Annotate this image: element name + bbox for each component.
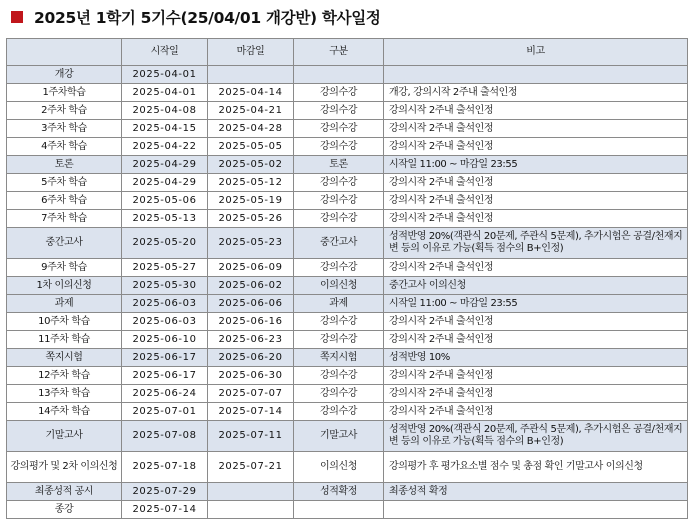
page-title: 2025년 1학기 5기수(25/04/01 개강반) 학사일정 — [34, 9, 381, 27]
row-start-date-cell: 2025-05-06 — [122, 192, 208, 210]
row-start-date-cell: 2025-07-14 — [122, 501, 208, 519]
row-name-cell: 14주차 학습 — [7, 403, 122, 421]
row-start-date-cell: 2025-07-08 — [122, 421, 208, 452]
table-header-row — [7, 39, 688, 66]
row-end-date-cell: 2025-05-26 — [208, 210, 294, 228]
row-start-date-cell: 2025-04-29 — [122, 174, 208, 192]
row-start-date-cell: 2025-06-17 — [122, 367, 208, 385]
row-end-date-cell — [208, 66, 294, 84]
row-note-cell: 성적반영 20%(객관식 20문제, 주관식 5문제), 추가시험은 공결/천재지변 등의 이유로 가능(획득 점수의 B+인정) — [384, 228, 688, 259]
header-note: 비고 — [384, 39, 688, 66]
row-note-cell: 개강, 강의시작 2주내 출석인정 — [384, 84, 688, 102]
row-type-cell: 성적확정 — [294, 483, 384, 501]
row-start-date-cell: 2025-06-10 — [122, 331, 208, 349]
row-note-cell: 최종성적 확정 — [384, 483, 688, 501]
row-end-date-cell: 2025-06-02 — [208, 277, 294, 295]
row-type-cell: 강의수강 — [294, 385, 384, 403]
row-note-cell: 성적반영 10% — [384, 349, 688, 367]
table-row — [7, 367, 688, 385]
table-row — [7, 452, 688, 483]
table-row — [7, 210, 688, 228]
table-row — [7, 84, 688, 102]
row-note-cell: 강의시작 2주내 출석인정 — [384, 174, 688, 192]
row-name-cell: 과제 — [7, 295, 122, 313]
row-end-date-cell: 2025-06-20 — [208, 349, 294, 367]
row-note-cell: 강의시작 2주내 출석인정 — [384, 192, 688, 210]
row-end-date-cell: 2025-07-11 — [208, 421, 294, 452]
row-start-date-cell: 2025-06-17 — [122, 349, 208, 367]
row-start-date-cell: 2025-06-03 — [122, 295, 208, 313]
table-row — [7, 259, 688, 277]
row-start-date-cell: 2025-04-01 — [122, 84, 208, 102]
row-note-cell — [384, 501, 688, 519]
row-note-cell: 시작일 11:00 ~ 마감일 23:55 — [384, 156, 688, 174]
row-end-date-cell: 2025-05-02 — [208, 156, 294, 174]
row-type-cell: 이의신청 — [294, 452, 384, 483]
row-start-date-cell: 2025-05-27 — [122, 259, 208, 277]
header-type: 구분 — [294, 39, 384, 66]
row-name-cell: 기말고사 — [7, 421, 122, 452]
row-name-cell: 중간고사 — [7, 228, 122, 259]
row-name-cell: 1차 이의신청 — [7, 277, 122, 295]
schedule-table — [6, 38, 688, 519]
row-start-date-cell: 2025-04-15 — [122, 120, 208, 138]
row-end-date-cell — [208, 483, 294, 501]
row-type-cell: 강의수강 — [294, 174, 384, 192]
row-name-cell: 7주차 학습 — [7, 210, 122, 228]
title-bullet-icon — [11, 11, 23, 23]
row-start-date-cell: 2025-04-29 — [122, 156, 208, 174]
row-note-cell: 중간고사 이의신청 — [384, 277, 688, 295]
row-name-cell: 최종성적 공시 — [7, 483, 122, 501]
row-start-date-cell: 2025-06-03 — [122, 313, 208, 331]
row-type-cell: 과제 — [294, 295, 384, 313]
row-type-cell: 쪽지시험 — [294, 349, 384, 367]
row-name-cell: 11주차 학습 — [7, 331, 122, 349]
row-type-cell: 강의수강 — [294, 403, 384, 421]
row-note-cell: 강의시작 2주내 출석인정 — [384, 210, 688, 228]
title-row — [11, 6, 381, 28]
header-item — [7, 39, 122, 66]
row-type-cell: 이의신청 — [294, 277, 384, 295]
row-end-date-cell: 2025-05-05 — [208, 138, 294, 156]
row-start-date-cell: 2025-05-13 — [122, 210, 208, 228]
table-row — [7, 385, 688, 403]
row-note-cell: 시작일 11:00 ~ 마감일 23:55 — [384, 295, 688, 313]
row-name-cell: 토론 — [7, 156, 122, 174]
row-start-date-cell: 2025-05-20 — [122, 228, 208, 259]
row-note-cell: 강의시작 2주내 출석인정 — [384, 102, 688, 120]
row-start-date-cell: 2025-07-01 — [122, 403, 208, 421]
table-row — [7, 483, 688, 501]
row-end-date-cell: 2025-06-09 — [208, 259, 294, 277]
row-name-cell: 1주차학습 — [7, 84, 122, 102]
row-type-cell: 중간고사 — [294, 228, 384, 259]
table-row — [7, 228, 688, 259]
row-end-date-cell: 2025-07-07 — [208, 385, 294, 403]
row-type-cell: 강의수강 — [294, 102, 384, 120]
row-note-cell: 강의시작 2주내 출석인정 — [384, 331, 688, 349]
row-name-cell: 강의평가 및 2차 이의신청 — [7, 452, 122, 483]
row-type-cell: 강의수강 — [294, 259, 384, 277]
row-note-cell — [384, 66, 688, 84]
row-name-cell: 2주차 학습 — [7, 102, 122, 120]
table-row — [7, 120, 688, 138]
row-end-date-cell: 2025-07-14 — [208, 403, 294, 421]
row-name-cell: 5주차 학습 — [7, 174, 122, 192]
row-name-cell: 13주차 학습 — [7, 385, 122, 403]
row-end-date-cell: 2025-05-19 — [208, 192, 294, 210]
row-name-cell: 9주차 학습 — [7, 259, 122, 277]
row-end-date-cell: 2025-06-23 — [208, 331, 294, 349]
row-type-cell: 기말고사 — [294, 421, 384, 452]
row-start-date-cell: 2025-05-30 — [122, 277, 208, 295]
row-note-cell: 강의시작 2주내 출석인정 — [384, 138, 688, 156]
row-end-date-cell: 2025-05-12 — [208, 174, 294, 192]
row-type-cell: 강의수강 — [294, 120, 384, 138]
row-end-date-cell: 2025-04-21 — [208, 102, 294, 120]
row-type-cell: 토론 — [294, 156, 384, 174]
row-end-date-cell: 2025-05-23 — [208, 228, 294, 259]
row-start-date-cell: 2025-07-29 — [122, 483, 208, 501]
row-type-cell: 강의수강 — [294, 313, 384, 331]
row-end-date-cell: 2025-06-06 — [208, 295, 294, 313]
row-note-cell: 강의시작 2주내 출석인정 — [384, 120, 688, 138]
row-type-cell: 강의수강 — [294, 367, 384, 385]
table-row — [7, 66, 688, 84]
row-name-cell: 4주차 학습 — [7, 138, 122, 156]
row-note-cell: 성적반영 20%(객관식 20문제, 주관식 5문제), 추가시험은 공결/천재지변 등의 이유로 가능(획득 점수의 B+인정) — [384, 421, 688, 452]
row-name-cell: 쪽지시험 — [7, 349, 122, 367]
schedule-body — [7, 66, 688, 519]
row-name-cell: 종강 — [7, 501, 122, 519]
row-end-date-cell: 2025-04-28 — [208, 120, 294, 138]
table-row — [7, 501, 688, 519]
table-row — [7, 421, 688, 452]
row-end-date-cell: 2025-07-21 — [208, 452, 294, 483]
row-type-cell: 강의수강 — [294, 192, 384, 210]
row-type-cell — [294, 66, 384, 84]
row-note-cell: 강의시작 2주내 출석인정 — [384, 403, 688, 421]
table-row — [7, 295, 688, 313]
row-start-date-cell: 2025-04-01 — [122, 66, 208, 84]
table-row — [7, 331, 688, 349]
table-row — [7, 277, 688, 295]
row-end-date-cell: 2025-06-16 — [208, 313, 294, 331]
row-type-cell — [294, 501, 384, 519]
row-note-cell: 강의시작 2주내 출석인정 — [384, 367, 688, 385]
table-row — [7, 313, 688, 331]
table-row — [7, 174, 688, 192]
header-end-date: 마감일 — [208, 39, 294, 66]
table-row — [7, 156, 688, 174]
row-note-cell: 강의시작 2주내 출석인정 — [384, 385, 688, 403]
row-name-cell: 10주차 학습 — [7, 313, 122, 331]
row-note-cell: 강의시작 2주내 출석인정 — [384, 259, 688, 277]
row-start-date-cell: 2025-04-08 — [122, 102, 208, 120]
row-type-cell: 강의수강 — [294, 210, 384, 228]
row-end-date-cell: 2025-04-14 — [208, 84, 294, 102]
row-start-date-cell: 2025-07-18 — [122, 452, 208, 483]
table-row — [7, 102, 688, 120]
row-type-cell: 강의수강 — [294, 84, 384, 102]
row-start-date-cell: 2025-04-22 — [122, 138, 208, 156]
row-end-date-cell — [208, 501, 294, 519]
row-note-cell: 강의시작 2주내 출석인정 — [384, 313, 688, 331]
table-row — [7, 403, 688, 421]
row-name-cell: 6주차 학습 — [7, 192, 122, 210]
row-type-cell: 강의수강 — [294, 138, 384, 156]
table-row — [7, 138, 688, 156]
row-name-cell: 개강 — [7, 66, 122, 84]
table-row — [7, 349, 688, 367]
row-type-cell: 강의수강 — [294, 331, 384, 349]
table-row — [7, 192, 688, 210]
row-note-cell: 강의평가 후 평가요소별 점수 및 총점 확인 기말고사 이의신청 — [384, 452, 688, 483]
row-name-cell: 3주차 학습 — [7, 120, 122, 138]
row-end-date-cell: 2025-06-30 — [208, 367, 294, 385]
header-start-date: 시작일 — [122, 39, 208, 66]
row-name-cell: 12주차 학습 — [7, 367, 122, 385]
row-start-date-cell: 2025-06-24 — [122, 385, 208, 403]
